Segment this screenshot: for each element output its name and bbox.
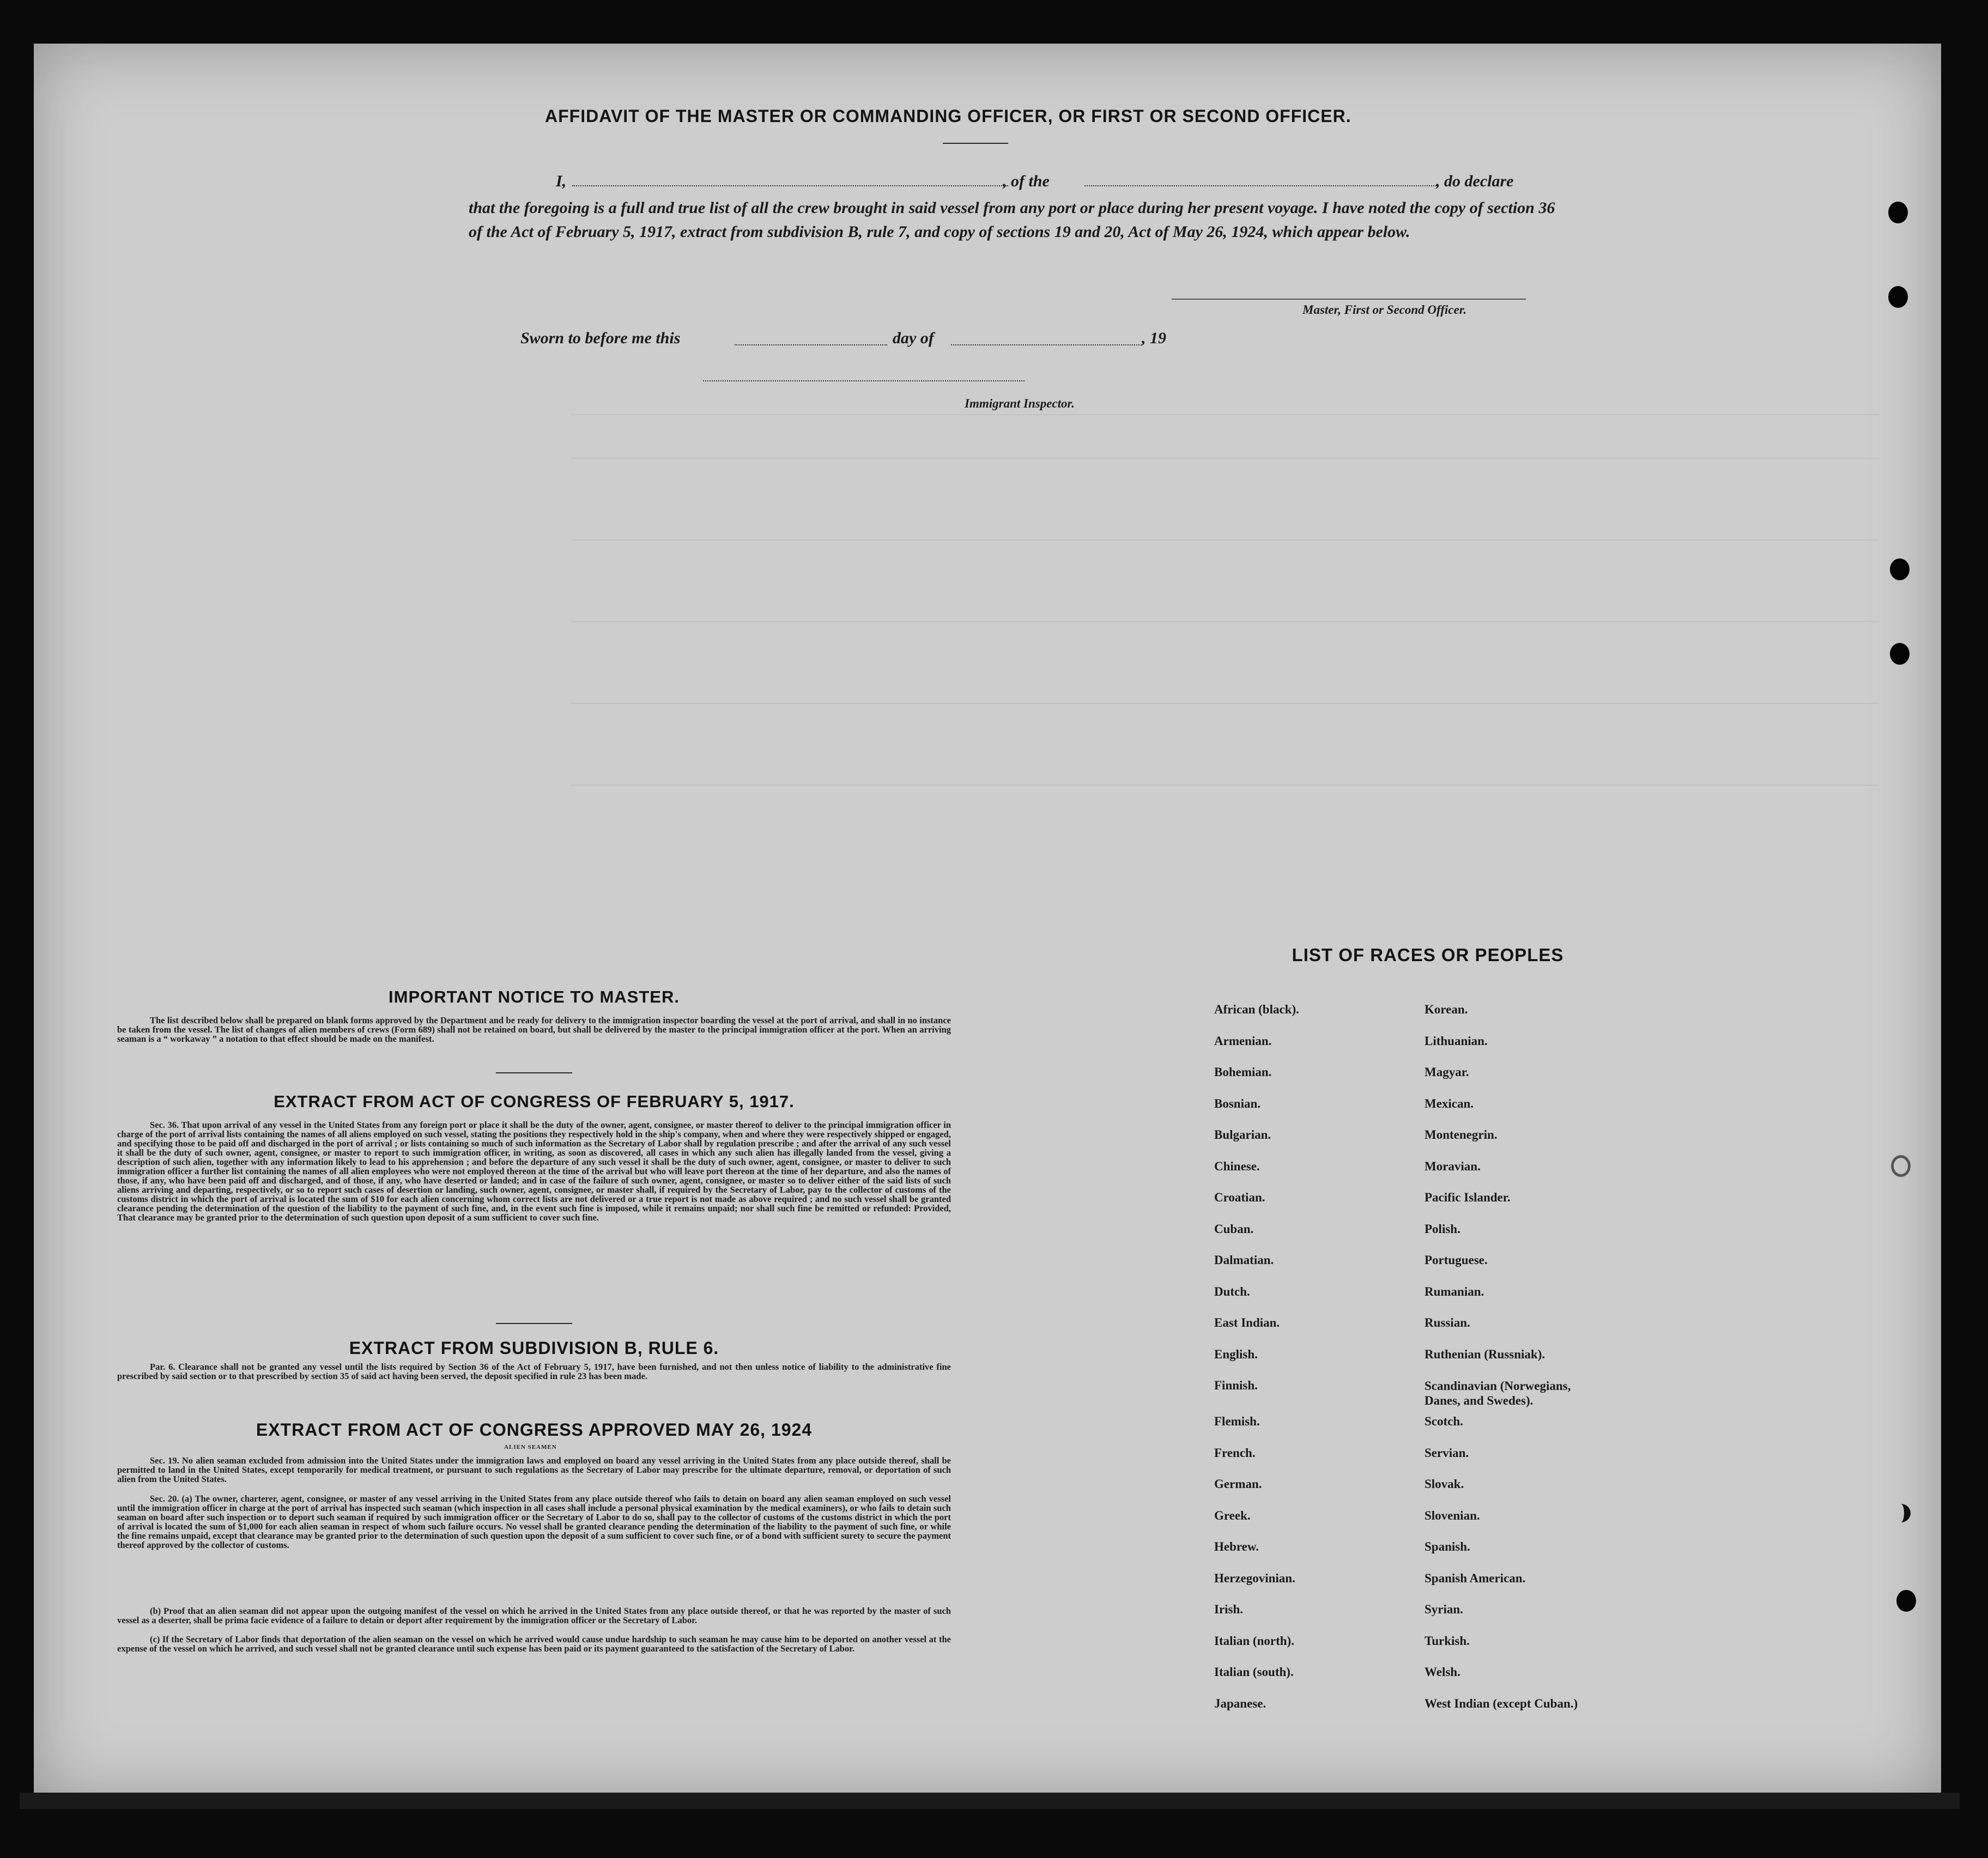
race-item: Dutch.	[1214, 1284, 1250, 1298]
race-item: Syrian.	[1425, 1602, 1463, 1616]
binder-hole	[1890, 643, 1910, 665]
act-1917-text: Sec. 36. That upon arrival of any vessel in the United States from any foreign port or place it shall be the duty of the owner, agent, consignee, or master thereof to deliver to the principal immigration officer in charge of the port of arrival lists containing the names of all aliens employed on such vessel, stating the positions they respectively hold in the ship's company, when and where they were respectively shipped or engaged, and specifying those to be paid off and discharged in the port of arrival ; or lists containing so much of such information as the Secretary of Labor shall by regulation prescribe ; and after the arrival of any such vessel it shall be the duty of such owner, agent, consignee, or master to report to such immigration officer, in writing, as soon as discovered, all cases in which any such alien has illegally landed from the vessel, giving a description of such alien, together with any information likely to lead to his apprehension ; and before the departure of any such vessel it shall be the duty of such owner, agent, consignee, or master to deliver to such immigration officer a further list containing the names of all alien employees who were not employed thereon at the time of the arrival but who will leave port thereon at the time of her departure, and also the names of those, if any, who have been paid off and discharged, and of those, if any, who have deserted or landed; and in case of the failure of such owner, agent, consignee, or master so to deliver either of the said lists of such aliens arriving and departing, respectively, or so to report such cases of desertion or landing, such owner, agent, consignee, or master shall, if required by the Secretary of Labor, pay to the collector of customs of the customs district in which the port of arrival is located the sum of $10 for each alien concerning whom correct lists are not delivered or a true report is not made as above required ; and no such vessel shall be granted clearance pending the determination of the question of the liability to the payment of such fine, and, in the event such fine is imposed, while it remains unpaid; nor shall such fine be remitted or refunded: Provided, That clearance may be granted prior to the determination of such question upon deposit of a sum sufficient to cover such fine.	[117, 1120, 951, 1223]
race-item: Pacific Islander.	[1425, 1191, 1511, 1204]
inspector-signature-line[interactable]	[703, 380, 1025, 381]
race-item: African (black).	[1214, 1003, 1299, 1016]
race-item: Bosnian.	[1214, 1096, 1261, 1110]
bleed-through-line	[571, 703, 1879, 704]
races-title: LIST OF RACES OR PEOPLES	[1292, 945, 1564, 965]
sec-19-text: Sec. 19. No alien seaman excluded from admission into the United States under the immigration laws and employed on board any vessel arriving in the United States from any place outside thereof, shall be permitted to land in the United States, except temporarily for medical treatment, or pursuant to such regulations as the Secretary of Labor may prescribe for the ultimate departure, removal, or deportation of such alien from the United States.	[117, 1455, 951, 1484]
race-item: Armenian.	[1214, 1034, 1272, 1048]
bleed-through-line	[571, 621, 1879, 622]
affidavit-i-label: I,	[556, 172, 567, 190]
day-of-label: day of	[893, 329, 934, 347]
do-declare-label: , do declare	[1436, 172, 1514, 190]
races-right-column	[1425, 1003, 1670, 1728]
race-item: Russian.	[1425, 1316, 1470, 1329]
race-item: Montenegrin.	[1425, 1128, 1498, 1141]
race-item: Rumanian.	[1425, 1284, 1484, 1298]
bleed-through-line	[571, 414, 1879, 415]
binder-hole	[1891, 1155, 1911, 1177]
race-item: Spanish.	[1425, 1540, 1470, 1553]
race-item: Slovenian.	[1425, 1508, 1480, 1522]
race-item: Irish.	[1214, 1602, 1244, 1616]
year-label: , 19	[1142, 329, 1166, 347]
sworn-day-line[interactable]	[735, 344, 887, 345]
race-item: Italian (north).	[1214, 1634, 1294, 1648]
race-item: Italian (south).	[1214, 1665, 1294, 1679]
of-the-label: , of the	[1003, 172, 1050, 190]
race-item: Greek.	[1214, 1508, 1251, 1522]
binder-hole	[1896, 1590, 1916, 1612]
sworn-label: Sworn to before me this	[520, 329, 681, 347]
title-underline	[943, 143, 1008, 144]
race-item: Mexican.	[1425, 1096, 1474, 1110]
race-item: Chinese.	[1214, 1159, 1260, 1173]
race-item: Scotch.	[1425, 1414, 1463, 1428]
rule-6-title: EXTRACT FROM SUBDIVISION B, RULE 6.	[349, 1338, 719, 1358]
master-signature-line[interactable]	[1172, 299, 1526, 300]
act-1917-title: EXTRACT FROM ACT OF CONGRESS OF FEBRUARY 5, 1917.	[274, 1092, 795, 1111]
bleed-through-line	[571, 458, 1879, 459]
race-item: Korean.	[1425, 1003, 1468, 1016]
affidavit-declaration: that the foregoing is a full and true list of all the crew brought in said vessel from any port or place during her present voyage. I have noted the copy of section 36 of the Act of February 5, 1917, extract from subdivision B, rule 7, and copy of sections 19 and 20, Act of May 26, 1924, which appear below.	[469, 199, 1555, 241]
sec-20c-text: (c) If the Secretary of Labor finds that deportation of the alien seaman on the vessel on which he arrived would cause undue hardship to such seaman he may cause him to be deported on another vessel at the expense of the vessel on which he arrived, and such vessel shall not be granted clearance until such expense has been paid or its payment guaranteed to the satisfaction of the Secretary of Labor.	[117, 1634, 951, 1654]
race-item: Flemish.	[1214, 1414, 1260, 1428]
race-item: Servian.	[1425, 1446, 1469, 1460]
race-item: Cuban.	[1214, 1222, 1254, 1236]
master-label: Master, First or Second Officer.	[1302, 303, 1467, 317]
rule-6-text: Par. 6. Clearance shall not be granted any vessel until the lists required by Section 36 of the Act of February 5, 1917, have been furnished, and not then unless notice of liability to the administrative fine prescribed by said section or to that prescribed by section 35 of said act having been served, the deposit specified in rule 23 has been made.	[117, 1362, 951, 1381]
race-item: German.	[1214, 1477, 1262, 1491]
page-bottom-edge	[20, 1793, 1960, 1809]
bleed-through-line	[571, 785, 1879, 786]
binder-hole	[1888, 202, 1908, 223]
binder-hole	[1888, 286, 1908, 308]
name-line[interactable]	[572, 185, 1008, 186]
sec-20a-text: Sec. 20. (a) The owner, charterer, agent, consignee, or master of any vessel arriving in the United States from any place outside thereof who fails to detain on board any alien seaman employed on such vessel until the immigration officer in charge at the port of arrival has inspected such seaman (which inspection in all cases shall include a personal physical examination by the medical examiners), or who fails to detain such seaman on board after such inspection or to deport such seaman if required by such immigration officer or the Secretary of Labor to do so, shall pay to the collector of customs of the customs district in which the port of arrival is located the sum of $1,000 for each alien seaman in respect of whom such failure occurs. No vessel shall be granted clearance pending the determination of the liability to the payment of such fine, or while the fine remains unpaid, except that clearance may be granted prior to the determination of such question upon the deposit of a sum sufficient to cover such fine, or of a bond with sufficient surety to secure the payment thereof approved by the collector of customs.	[117, 1493, 951, 1550]
race-item: Dalmatian.	[1214, 1253, 1274, 1267]
race-item: Ruthenian (Russniak).	[1425, 1347, 1545, 1361]
section-divider	[496, 1323, 572, 1324]
race-item: Finnish.	[1214, 1379, 1258, 1392]
race-item: Turkish.	[1425, 1634, 1470, 1648]
race-item: Lithuanian.	[1425, 1034, 1488, 1048]
binder-hole	[1890, 558, 1910, 580]
races-left-column	[1214, 1003, 1421, 1728]
race-item: East Indian.	[1214, 1316, 1280, 1329]
act-1924-title: EXTRACT FROM ACT OF CONGRESS APPROVED MAY 26, 1924	[256, 1420, 813, 1440]
race-item: Welsh.	[1425, 1665, 1460, 1679]
race-item: Spanish American.	[1425, 1571, 1526, 1585]
alien-seamen-subtitle: ALIEN SEAMEN	[504, 1444, 557, 1450]
binder-hole	[1891, 1504, 1911, 1522]
notice-title: IMPORTANT NOTICE TO MASTER.	[389, 987, 680, 1006]
race-item: Croatian.	[1214, 1191, 1265, 1204]
notice-text: The list described below shall be prepared on blank forms approved by the Department and be ready for delivery to the immigration inspector boarding the vessel at the port of arrival, and shall in no instance be taken from the vessel. The list of changes of alien members of crews (Form 689) shall not be retained on board, but shall be delivered by the master to the principal immigration officer at the port. When an arriving seaman is a “ workaway ” a notation to that effect should be made on the manifest.	[117, 1015, 951, 1044]
race-item: French.	[1214, 1446, 1256, 1460]
sec-20b-text: (b) Proof that an alien seaman did not appear upon the outgoing manifest of the vessel on which he arrived in the United States from any place outside thereof, or that he was reported by the master of such vessel as a deserter, shall be prima facie evidence of a failure to detain or deport after requirement by the immigration officer or the Secretary of Labor.	[117, 1606, 951, 1625]
race-item: Bohemian.	[1214, 1065, 1272, 1079]
race-item: Scandinavian (Norwegians, Danes, and Swedes).	[1425, 1379, 1571, 1407]
race-item: Bulgarian.	[1214, 1128, 1271, 1141]
affidavit-title: AFFIDAVIT OF THE MASTER OR COMMANDING OFFICER, OR FIRST OR SECOND OFFICER.	[545, 106, 1351, 126]
inspector-label: Immigrant Inspector.	[965, 397, 1075, 410]
race-item: Portuguese.	[1425, 1253, 1488, 1267]
race-item: West Indian (except Cuban.)	[1425, 1696, 1578, 1710]
race-item: Moravian.	[1425, 1159, 1481, 1173]
vessel-line[interactable]	[1084, 185, 1439, 186]
race-item: English.	[1214, 1347, 1258, 1361]
section-divider	[496, 1072, 572, 1073]
race-item: Hebrew.	[1214, 1540, 1259, 1553]
race-item: Herzegovinian.	[1214, 1571, 1295, 1585]
race-item: Magyar.	[1425, 1065, 1469, 1079]
sworn-month-line[interactable]	[951, 344, 1142, 345]
bleed-through-line	[571, 539, 1879, 541]
race-item: Polish.	[1425, 1222, 1460, 1236]
race-item: Japanese.	[1214, 1696, 1266, 1710]
race-item: Slovak.	[1425, 1477, 1464, 1491]
